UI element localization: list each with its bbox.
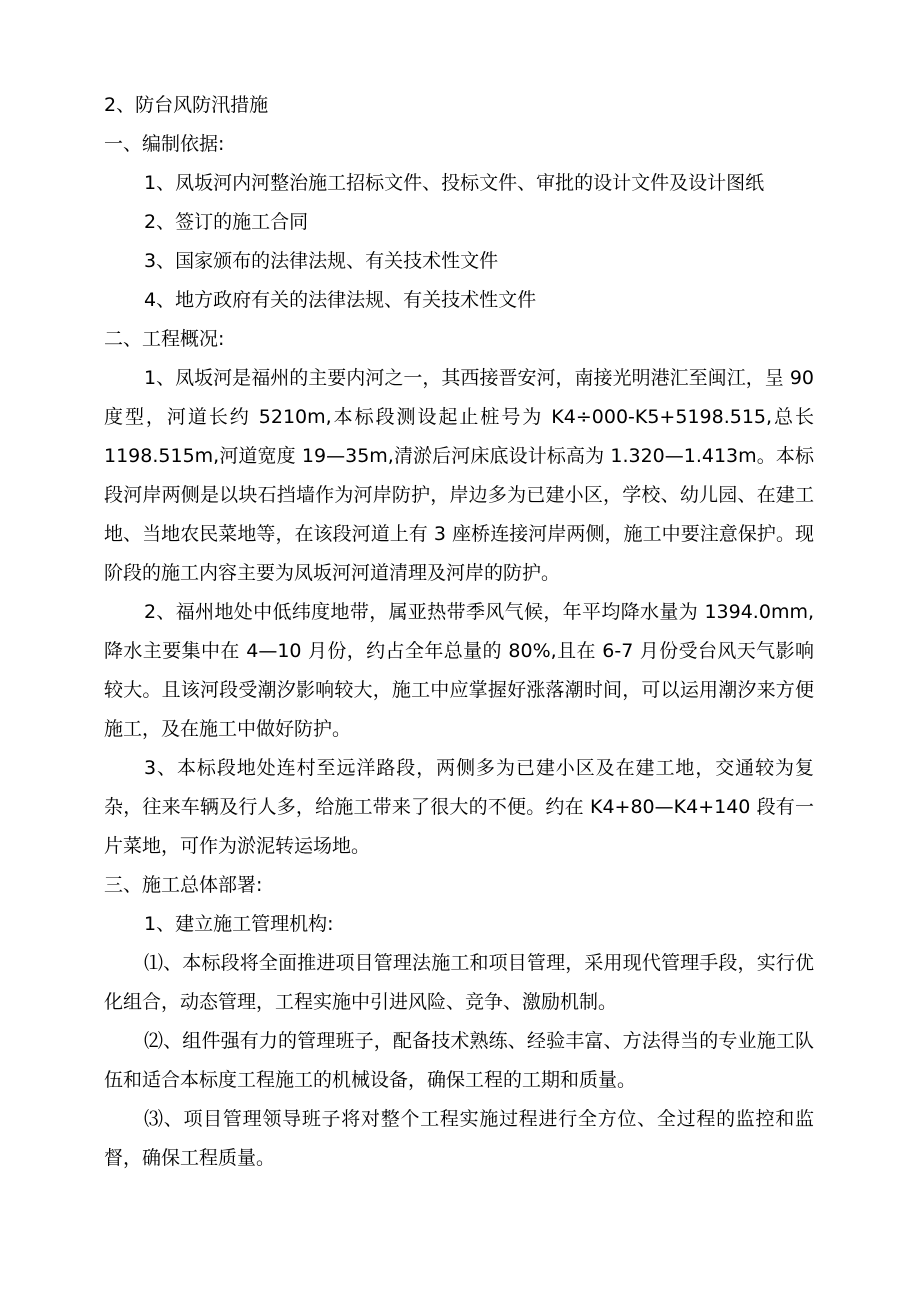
basis-item-2: 2、签订的施工合同 bbox=[144, 211, 309, 233]
basis-item-3: 3、国家颁布的法律法规、有关技术性文件 bbox=[144, 250, 499, 272]
deployment-paragraph-3: ⑶、项目管理领导班子将对整个工程实施过程进行全方位、全过程的监控和监督，确保工程质量。 bbox=[104, 1108, 814, 1169]
doc-title: 2、防台风防汛措施 bbox=[104, 94, 269, 116]
overview-paragraph-3: 3、本标段地处连村至远洋路段，两侧多为已建小区及在建工地，交通较为复杂，往来车辆及行人多，给施工带来了很大的不便。约在 K4+80—K4+140 段有一片菜地，可作为淤泥转运场地。 bbox=[104, 757, 814, 857]
section-heading-overview: 二、工程概况: bbox=[104, 328, 225, 350]
deployment-subheading: 1、建立施工管理机构: bbox=[144, 913, 334, 935]
section-heading-deployment: 三、施工总体部署: bbox=[104, 874, 263, 896]
section-heading-basis: 一、编制依据: bbox=[104, 133, 225, 155]
overview-paragraph-1: 1、凤坂河是福州的主要内河之一，其西接晋安河，南接光明港汇至闽江，呈 90 度型，河道长约 5210m,本标段测设起止桩号为 K4÷000-K5+5198.515,总长 1198.515m,河道宽度 19—35m,清淤后河床底设计标高为 1.320—1.413m。本标段河岸两侧是以块石挡墙作为河岸防护，岸边多为已建小区，学校、幼儿园、在建工地、当地农民菜地等，在该段河道上有 3 座桥连接河岸两侧，施工中要注意保护。现阶段的施工内容主要为凤坂河河道清理及河岸的防护。 bbox=[104, 367, 814, 584]
overview-paragraph-2: 2、福州地处中低纬度地带，属亚热带季风气候，年平均降水量为 1394.0mm,降水主要集中在 4—10 月份，约占全年总量的 80%,且在 6-7 月份受台风天气影响较大。且该河段受潮汐影响较大，施工中应掌握好涨落潮时间，可以运用潮汐来方便施工，及在施工中做好防护。 bbox=[104, 601, 814, 740]
deployment-paragraph-2: ⑵、组件强有力的管理班子，配备技术熟练、经验丰富、方法得当的专业施工队伍和适合本标度工程施工的机械设备，确保工程的工期和质量。 bbox=[104, 1030, 814, 1091]
basis-item-4: 4、地方政府有关的法律法规、有关技术性文件 bbox=[144, 289, 537, 311]
document-body bbox=[104, 86, 814, 1178]
deployment-paragraph-1: ⑴、本标段将全面推进项目管理法施工和项目管理，采用现代管理手段，实行优化组合，动态管理，工程实施中引进风险、竞争、激励机制。 bbox=[104, 952, 814, 1013]
basis-item-1: 1、凤坂河内河整治施工招标文件、投标文件、审批的设计文件及设计图纸 bbox=[144, 172, 765, 194]
